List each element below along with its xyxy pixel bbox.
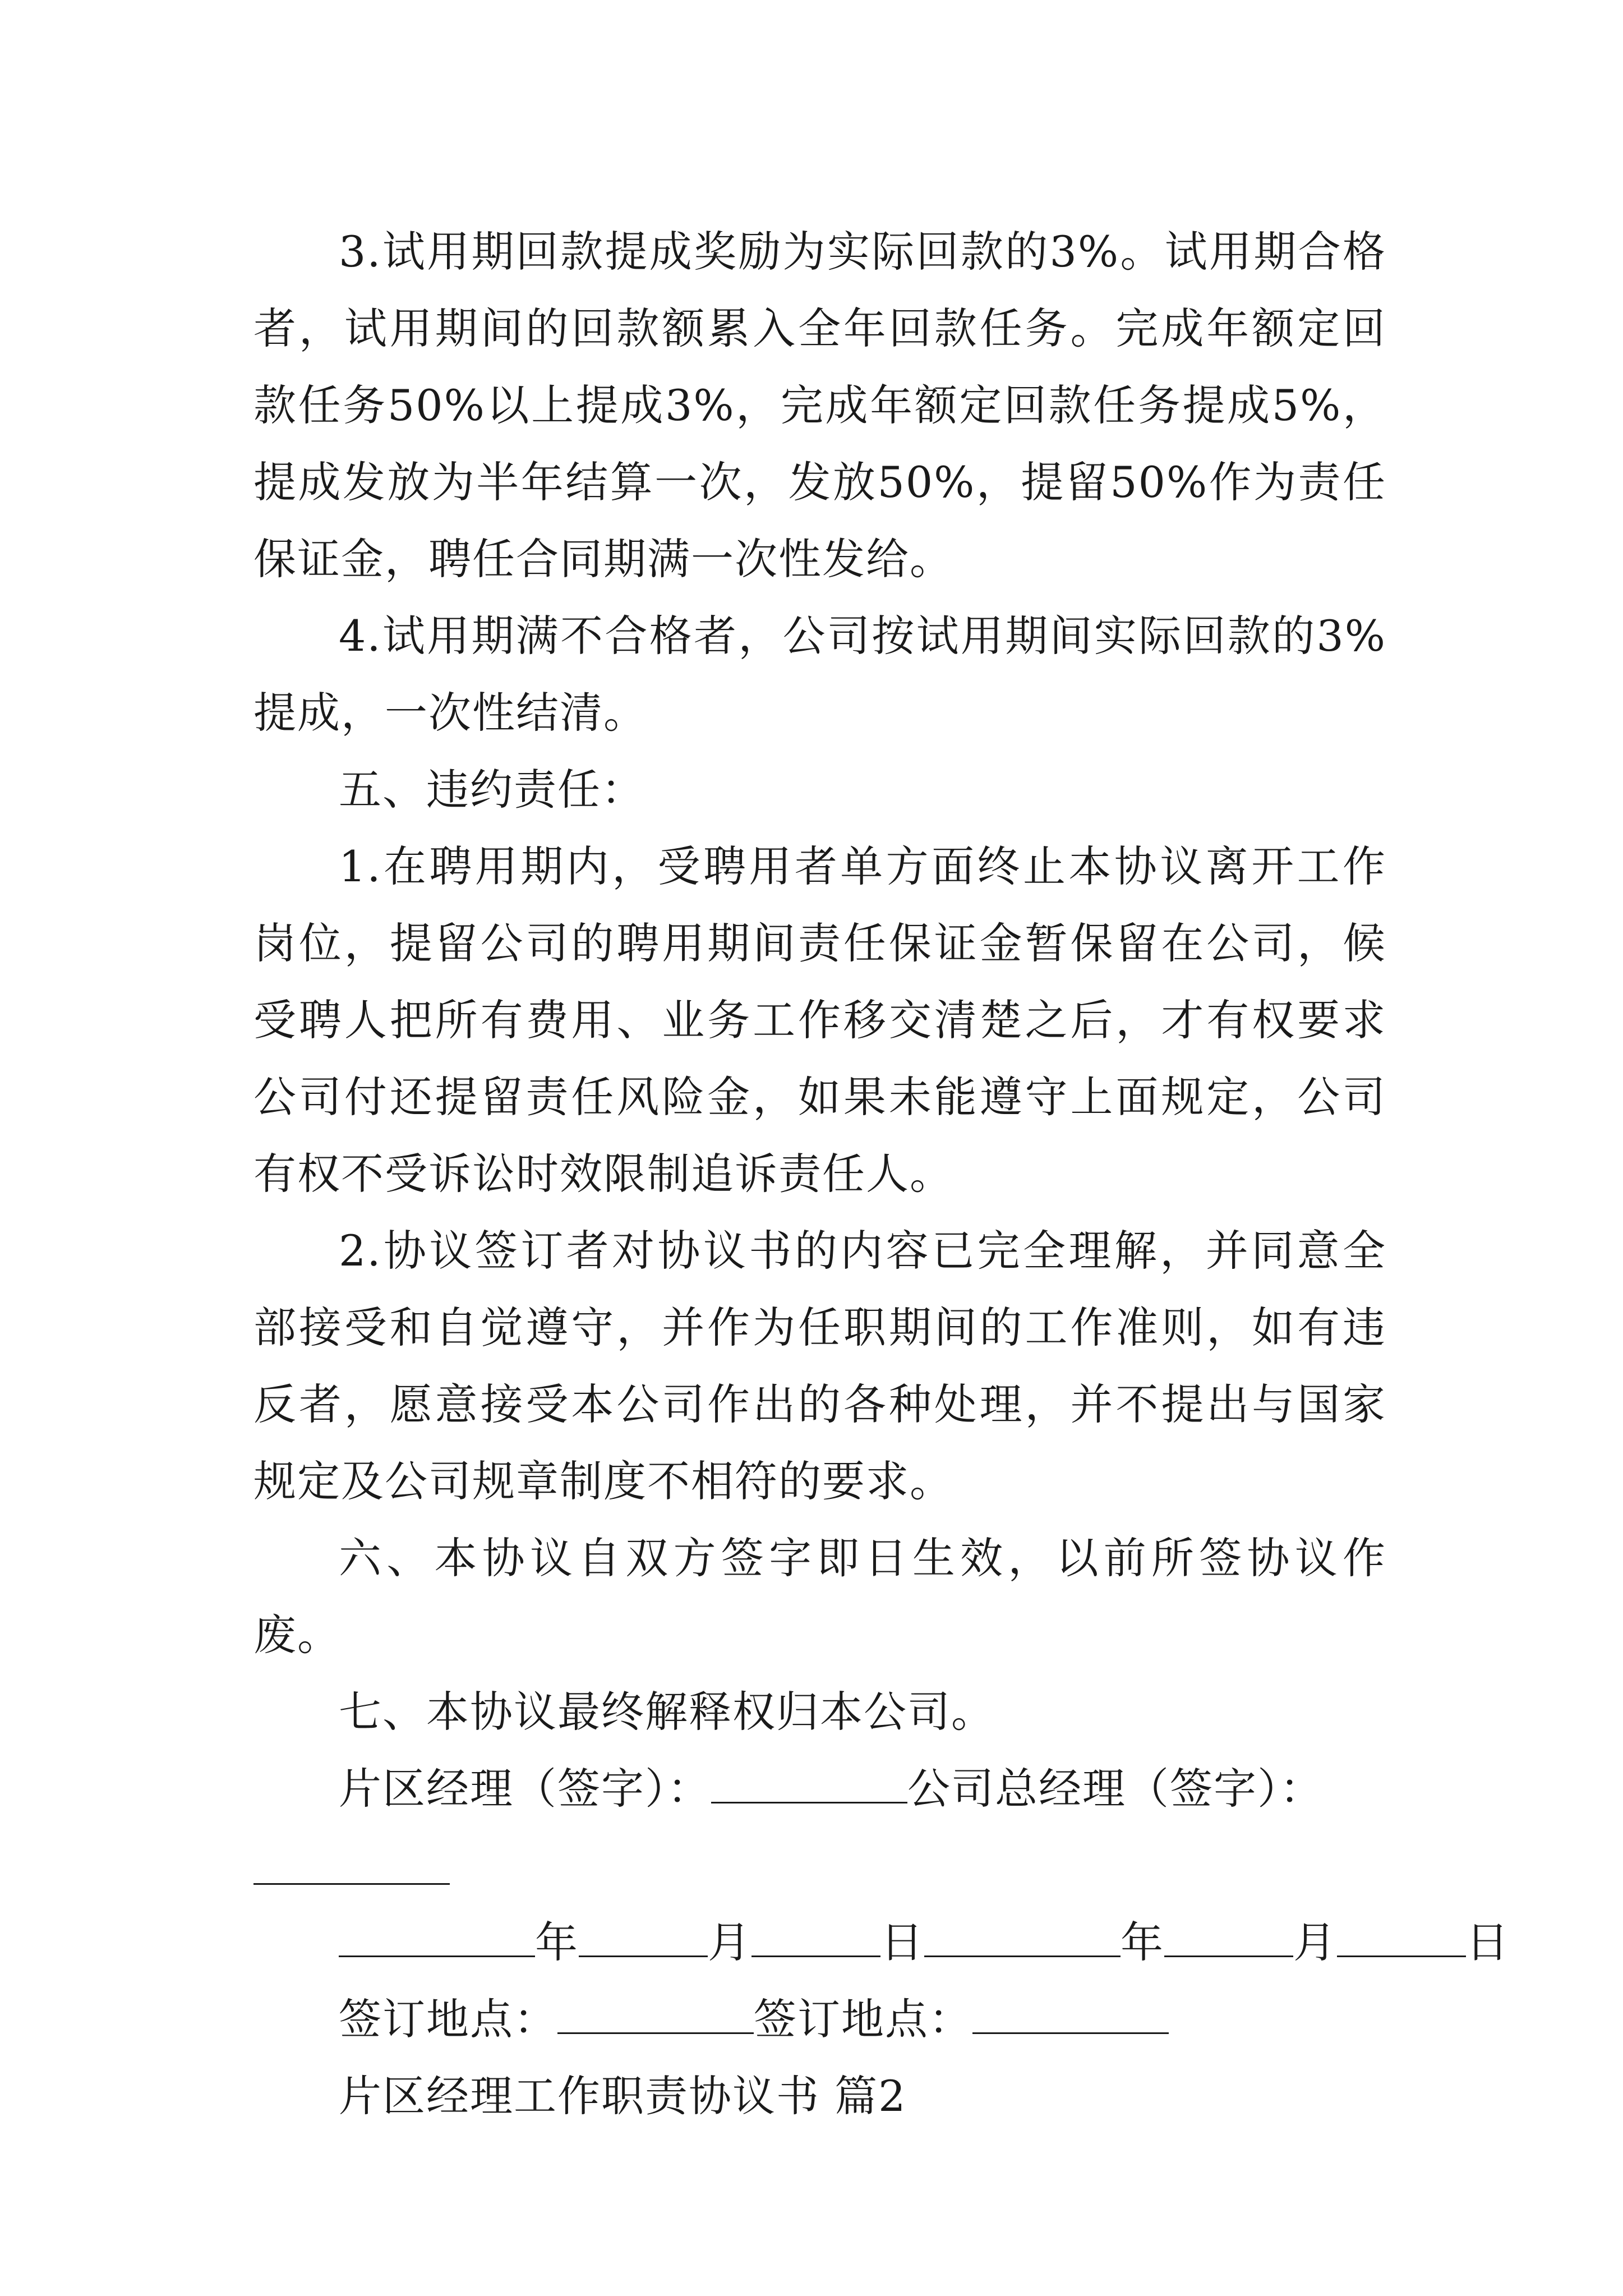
location-row: [253, 1981, 1386, 2058]
day-label-2: 日: [1466, 1917, 1510, 1967]
manager-signature-blank: [711, 1768, 907, 1803]
month-blank-1: [579, 1922, 708, 1957]
gm-signature-line: [253, 1827, 1386, 1904]
month-label-1: 月: [708, 1917, 751, 1967]
location-blank-2: [972, 1999, 1169, 2034]
location-blank-1: [557, 1999, 754, 2034]
paragraph-effective: 六、本协议自双方签字即日生效，以前所签协议作废。: [253, 1533, 1386, 1660]
manager-signature-label: 片区经理（签字）：: [339, 1764, 711, 1814]
location-label-2: 签订地点：: [754, 1994, 972, 2044]
paragraph-interpretation: 七、本协议最终解释权归本公司。: [339, 1687, 995, 1737]
signature-row: [253, 1750, 1386, 1827]
year-label-1: 年: [535, 1917, 579, 1967]
paragraph-commission-probation: 3.试用期回款提成奖励为实际回款的3%。试用期合格者，试用期间的回款额累入全年回款任务。完成年额定回款任务50%以上提成3%，完成年额定回款任务提成5%，提成发放为半年结算一次，发放50%，提留50%作为责任保证金，聘任合同期满一次性发给。: [253, 227, 1386, 584]
month-blank-2: [1164, 1922, 1293, 1957]
gm-signature-blank: [253, 1849, 450, 1885]
document-body: [253, 213, 1510, 2134]
paragraph-breach-1: 1.在聘用期内，受聘用者单方面终止本协议离开工作岗位，提留公司的聘用期间责任保证金暂保留在公司，候受聘人把所有费用、业务工作移交清楚之后，才有权要求公司付还提留责任风险金，如果未能遵守上面规定，公司有权不受诉讼时效限制追诉责任人。: [253, 841, 1386, 1199]
date-row: [253, 1904, 1510, 1981]
gm-signature-label: 公司总经理（签字）：: [907, 1764, 1324, 1814]
section-heading-breach: 五、违约责任：: [339, 765, 645, 815]
day-blank-1: [751, 1922, 880, 1957]
paragraph-breach-2: 2.协议签订者对协议书的内容已完全理解，并同意全部接受和自觉遵守，并作为任职期间的工作准则，如有违反者，愿意接受本公司作出的各种处理，并不提出与国家规定及公司规章制度不相符的要求。: [253, 1226, 1386, 1506]
month-label-2: 月: [1293, 1917, 1337, 1967]
year-blank-1: [339, 1922, 535, 1957]
year-blank-2: [924, 1922, 1121, 1957]
paragraph-probation-fail: 4.试用期满不合格者，公司按试用期间实际回款的3%提成，一次性结清。: [253, 611, 1386, 738]
day-blank-2: [1337, 1922, 1466, 1957]
year-label-2: 年: [1121, 1917, 1164, 1967]
day-label-1: 日: [880, 1917, 924, 1967]
location-label-1: 签订地点：: [339, 1994, 557, 2044]
next-section-title: 片区经理工作职责协议书 篇2: [339, 2071, 907, 2121]
